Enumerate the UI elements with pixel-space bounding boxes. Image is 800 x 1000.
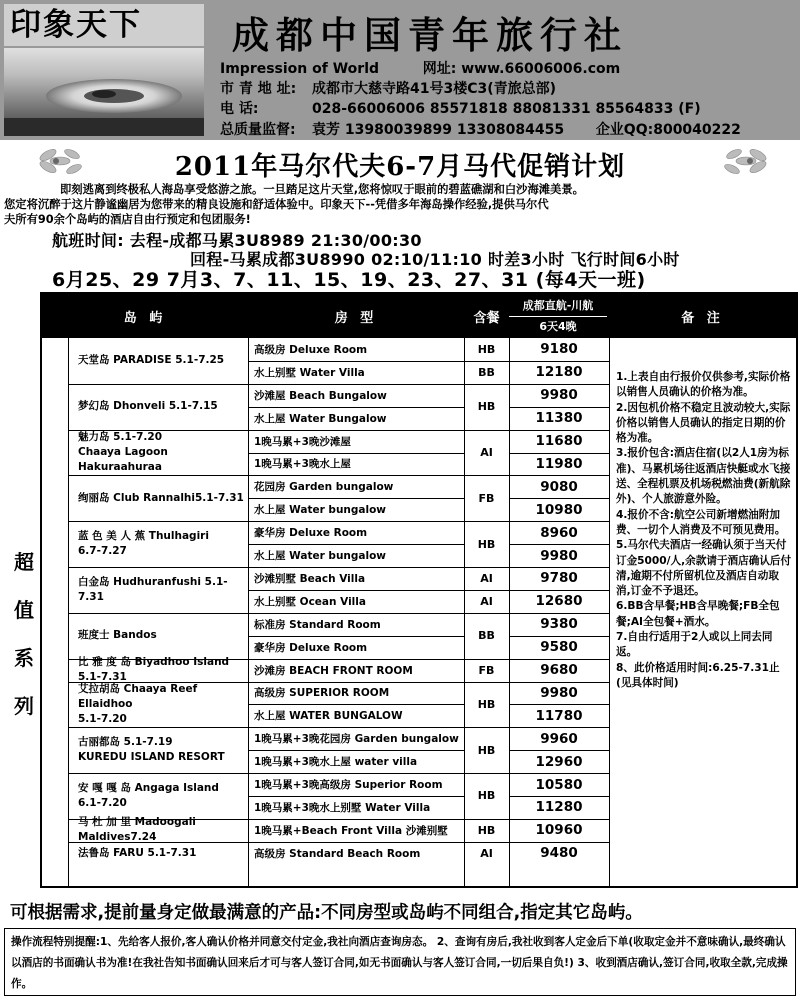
meal-plan: AI <box>480 571 493 585</box>
meal-plan: BB <box>478 629 495 643</box>
room-type: 1晚马累+3晚花园房 Garden bungalow <box>254 733 459 746</box>
room-type: 豪华房 Deluxe Room <box>254 527 368 540</box>
room-row-divider <box>248 544 464 545</box>
table-header <box>42 294 796 338</box>
flight-return: 回程-马累成都3U8990 02:10/11:10 时差3小时 飞行时间6小时 <box>190 250 680 269</box>
room-type: 1晚马累+3晚水上屋 water villa <box>254 756 418 769</box>
meal-plan: FB <box>478 491 495 505</box>
price-value: 9580 <box>540 639 578 656</box>
room-type: 1晚马累+3晚水上别墅 Water Villa <box>254 801 431 814</box>
note-1: 1.上表自由行报价仅供参考,实际价格以销售人员确认的价格为准。 <box>616 371 791 399</box>
room-type: 沙滩屋 Beach Bungalow <box>254 389 387 402</box>
notes-column <box>616 370 792 691</box>
price-value: 12180 <box>535 364 583 381</box>
meal-plan: BB <box>478 365 495 379</box>
note-5: 5.马尔代夫酒店一经确认须于当天付订金5000/人,余款请于酒店确认后付清,逾期不付所留机位及酒店自动取消,订金不予退还。 <box>616 539 792 598</box>
intro-line-1: 即刻逃离到终极私人海岛享受悠游之旅。一旦踏足这片天堂,您将惊叹于眼前的碧蓝礁湖和白沙海滩美景。 <box>60 183 584 196</box>
room-type: 沙滩房 BEACH FRONT ROOM <box>254 664 413 677</box>
meal-plan: AI <box>480 846 493 860</box>
address-label: 市 青 地 址: <box>220 81 297 97</box>
phone: 028-66006006 85571818 88081331 85564833 (F) <box>312 101 701 117</box>
island-name: 马 杜 加 里 Madoogali Maldives7.24 <box>78 816 196 844</box>
island-name: 法鲁岛 FARU 5.1-7.31 <box>78 846 197 859</box>
process-reminder: 操作流程特别提醒:1、先给客人报价,客人确认价格并同意交付定金,我社向酒店查询房态。 2、查询有房后,我社收到客人定金后下单(收取定金并不意味确认,最终确认以酒店的书面确认书为准!在我社告知书面确认回来后才可与客人签订合同,如无书面确认与客人签订合同,一切后果自负!) 3、收到酒店确认,签订合同,收取全款,完成操作。 <box>4 928 796 996</box>
supervisor-label: 总质量监督: <box>220 122 296 138</box>
header-room: 房 型 <box>334 310 378 326</box>
island-photo <box>4 48 204 136</box>
room-type: 沙滩别墅 Beach Villa <box>254 572 366 585</box>
room-row-divider <box>509 636 609 637</box>
price-value: 9480 <box>540 845 578 862</box>
room-row-divider <box>248 796 464 797</box>
room-type: 1晚马累+3晚沙滩屋 <box>254 435 351 448</box>
header-price-duration: 6天4晚 <box>509 316 607 336</box>
meal-plan: AI <box>480 594 493 608</box>
island-aerial-image <box>4 48 204 136</box>
price-value: 11680 <box>535 433 583 450</box>
price-value: 9980 <box>540 387 578 404</box>
header-notes: 备 注 <box>681 310 724 326</box>
company-qq: 企业QQ:800040222 <box>595 122 741 138</box>
price-value: 10980 <box>535 501 583 518</box>
island-name: 白金岛 Hudhuranfushi 5.1-7.31 <box>78 575 228 603</box>
header-banner <box>0 0 800 140</box>
price-value: 9980 <box>540 684 578 701</box>
price-value: 9180 <box>540 341 578 358</box>
room-row-divider <box>509 750 609 751</box>
room-row-divider <box>248 704 464 705</box>
series-char-4: 列 <box>14 694 34 718</box>
room-type: 花园房 Garden bungalow <box>254 481 394 494</box>
series-char-3: 系 <box>14 646 34 670</box>
room-row-divider <box>248 498 464 499</box>
island-name: 古丽都岛 5.1-7.19 KUREDU ISLAND RESORT <box>78 736 225 764</box>
island-name: 比 雅 度 岛 Biyadhoo Island 5.1-7.31 <box>78 656 230 684</box>
price-value: 11280 <box>535 799 583 816</box>
website-label: 网址: <box>422 61 457 77</box>
price-value: 10960 <box>535 822 583 839</box>
flight-outbound: 航班时间: 去程-成都马累3U8989 21:30/00:30 <box>52 231 422 250</box>
brand-name: 印象天下 <box>4 4 204 46</box>
room-row-divider <box>248 407 464 408</box>
website[interactable]: www.66006006.com <box>461 61 621 77</box>
price-value: 9780 <box>540 570 578 587</box>
series-label <box>4 338 42 888</box>
room-type: 水上屋 Water bungalow <box>254 504 387 517</box>
meal-plan: HB <box>477 537 496 551</box>
price-value: 12680 <box>535 593 583 610</box>
room-row-divider <box>248 590 609 591</box>
island-name: 蓝 色 美 人 蕉 Thulhagiri 6.7-7.27 <box>78 530 209 558</box>
phone-label: 电 话: <box>220 101 259 117</box>
series-char-1: 超 <box>14 550 34 574</box>
column-divider <box>609 338 610 886</box>
price-value: 9960 <box>540 730 578 747</box>
island-name: 天堂岛 PARADISE 5.1-7.25 <box>78 354 225 367</box>
room-type: 标准房 Standard Room <box>254 618 381 631</box>
price-value: 11780 <box>535 707 583 724</box>
header-meal: 含餐 <box>473 310 500 326</box>
note-2: 2.因包机价格不稳定且波动较大,实际价格以销售人员确认的指定日期的价格为准。 <box>616 401 791 445</box>
island-name: 绚丽岛 Club Rannalhi5.1-7.31 <box>78 491 244 504</box>
price-value: 9680 <box>540 662 578 679</box>
price-value: 12960 <box>535 753 583 770</box>
price-value: 8960 <box>540 524 578 541</box>
room-type: 高级房 Standard Beach Room <box>254 847 421 860</box>
address-line <box>220 80 556 98</box>
room-type: 水上屋 Water bungalow <box>254 550 387 563</box>
note-6: 6.BB含早餐;HB含早晚餐;FB全包餐;AI全包餐+酒水。 <box>616 600 780 628</box>
room-row-divider <box>248 453 464 454</box>
room-type: 豪华房 Deluxe Room <box>254 641 368 654</box>
address: 成都市大慈寺路41号3楼C3(青旅总部) <box>312 81 557 97</box>
room-row-divider <box>509 796 609 797</box>
room-type: 高级房 Deluxe Room <box>254 343 368 356</box>
room-row-divider <box>248 750 464 751</box>
meal-plan: HB <box>477 789 496 803</box>
note-8: 8、此价格适用时间:6.25-7.31止(见具体时间) <box>616 661 780 689</box>
supervisor: 袁芳 13980039899 13308084455 <box>312 122 565 138</box>
island-name: 班度士 Bandos <box>78 629 157 642</box>
price-value: 9980 <box>540 547 578 564</box>
room-type: 水上别墅 Ocean Villa <box>254 595 366 608</box>
intro-text <box>4 182 796 227</box>
impression-en: Impression of World <box>220 61 380 77</box>
series-char-2: 值 <box>14 598 34 622</box>
company-name: 成都中国青年旅行社 <box>232 13 628 57</box>
room-row-divider <box>248 361 609 362</box>
website-line <box>220 60 620 78</box>
meal-plan: HB <box>477 743 496 757</box>
meal-plan: HB <box>477 400 496 414</box>
header-price-route: 成都直航-川航 <box>522 299 594 312</box>
supervisor-line <box>220 121 741 139</box>
room-row-divider <box>248 636 464 637</box>
price-table <box>14 292 798 888</box>
room-row-divider <box>509 704 609 705</box>
price-value: 9380 <box>540 616 578 633</box>
island-name: 梦幻岛 Dhonveli 5.1-7.15 <box>78 400 218 413</box>
room-type: 1晚马累+3晚高级房 Superior Room <box>254 779 443 792</box>
meal-plan: HB <box>477 697 496 711</box>
room-row-divider <box>509 453 609 454</box>
room-type: 1晚马累+Beach Front Villa 沙滩别墅 <box>254 824 448 837</box>
room-row-divider <box>509 498 609 499</box>
room-type: 1晚马累+3晚水上屋 <box>254 458 351 471</box>
note-4: 4.报价不含:航空公司新增燃油附加费、一切个人消费及不可预见费用。 <box>616 508 786 536</box>
room-row-divider <box>509 407 609 408</box>
room-type: 高级房 SUPERIOR ROOM <box>254 687 390 700</box>
price-value: 11380 <box>535 410 583 427</box>
intro-line-2: 您定将沉醉于这片静谧幽居为您带来的精良设施和舒适体验中。印象天下--凭借多年海岛操作经验,提供马尔代 <box>4 198 549 211</box>
room-row-divider <box>509 544 609 545</box>
note-7: 7.自由行适用于2人或以上同去同返。 <box>616 631 773 659</box>
price-value: 9080 <box>540 478 578 495</box>
note-3: 3.报价包含:酒店住宿(以2人1房为标准)、马累机场往返酒店快艇或水飞接送、全程机票及机场税燃油费(新航除外)、个人旅游意外险。 <box>616 447 791 506</box>
phone-line <box>220 100 701 118</box>
island-name: 魅力岛 5.1-7.20 Chaaya Lagoon Hakuraahuraa <box>78 430 168 473</box>
price-value: 11980 <box>535 455 583 472</box>
page-title: 2011年马尔代夫6-7月马代促销计划 <box>174 152 626 182</box>
island-name: 艾拉胡岛 Chaaya Reef Ellaidhoo 5.1-7.20 <box>78 682 198 725</box>
price-value: 10580 <box>535 776 583 793</box>
meal-plan: FB <box>478 663 495 677</box>
room-type: 水上别墅 Water Villa <box>254 366 365 379</box>
meal-plan: AI <box>480 445 493 459</box>
meal-plan: HB <box>477 342 496 356</box>
island-name: 安 嘎 嘎 岛 Angaga Island 6.1-7.20 <box>78 781 219 809</box>
intro-line-3: 夫所有90余个岛屿的酒店自由行预定和包团服务! <box>4 213 251 226</box>
custom-offer-text: 可根据需求,提前量身定做最满意的产品:不同房型或岛屿不同组合,指定其它岛屿。 <box>10 903 643 923</box>
room-type: 水上屋 WATER BUNGALOW <box>254 710 403 723</box>
departure-dates: 6月25、29 7月3、7、11、15、19、23、27、31 (每4天一班) <box>52 269 646 291</box>
room-type: 水上屋 Water Bungalow <box>254 412 387 425</box>
header-island: 岛 屿 <box>123 310 167 326</box>
meal-plan: HB <box>477 823 496 837</box>
